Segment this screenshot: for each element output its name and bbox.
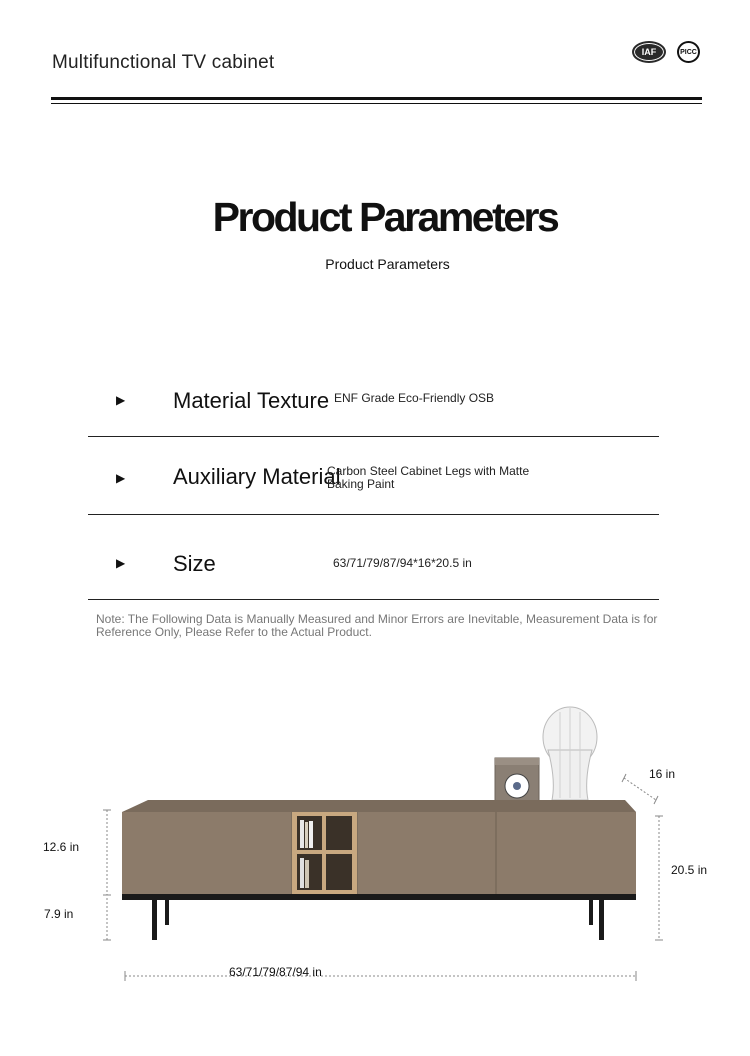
row-divider <box>88 514 659 515</box>
param-label-auxiliary: Auxiliary Material <box>173 464 341 489</box>
cabinet-leg <box>152 900 157 940</box>
header-title: Multifunctional TV cabinet <box>52 52 275 73</box>
dimension-leg-height-label: 7.9 in <box>44 907 74 921</box>
param-label-material: Material Texture <box>173 388 330 413</box>
header-rule-thin <box>51 103 702 104</box>
param-label-size: Size <box>173 551 216 576</box>
clock-box-illustration <box>495 758 539 804</box>
picc-logo: PICC <box>677 41 700 63</box>
cabinet-leg <box>589 900 593 925</box>
iaf-logo: IAF <box>632 41 666 63</box>
page-title: Product Parameters <box>212 194 558 240</box>
row-divider <box>88 599 659 600</box>
header-rule-thick <box>51 97 702 100</box>
cabinet-leg <box>165 900 169 925</box>
cabinet-body <box>122 812 636 894</box>
cabinet-base <box>122 894 636 900</box>
dimension-depth-label: 16 in <box>649 767 676 781</box>
dimension-width-label: 63/71/79/87/94 in <box>229 965 322 979</box>
triangle-right-icon: ▶ <box>116 393 126 407</box>
tv-cabinet-illustration <box>0 690 750 990</box>
row-divider <box>88 436 659 437</box>
param-value-material: ENF Grade Eco-Friendly OSB <box>334 391 495 405</box>
triangle-right-icon: ▶ <box>116 471 126 485</box>
measurement-note: Note: The Following Data is Manually Measured and Minor Errors are Inevitable, Measurement Data is for Reference Only, Please Refer to the Actual Product. <box>96 612 658 639</box>
dimension-cabinet-height-label: 12.6 in <box>43 840 80 854</box>
cabinet-leg <box>599 900 604 940</box>
param-value-auxiliary: Carbon Steel Cabinet Legs with Matte Baking Paint <box>327 464 530 491</box>
dimension-total-height-label: 20.5 in <box>671 863 708 877</box>
page-subtitle: Product Parameters <box>325 256 450 272</box>
lamp-illustration <box>543 707 597 800</box>
cabinet-top <box>122 800 636 812</box>
triangle-right-icon: ▶ <box>116 556 126 570</box>
param-value-size: 63/71/79/87/94*16*20.5 in <box>333 556 472 570</box>
